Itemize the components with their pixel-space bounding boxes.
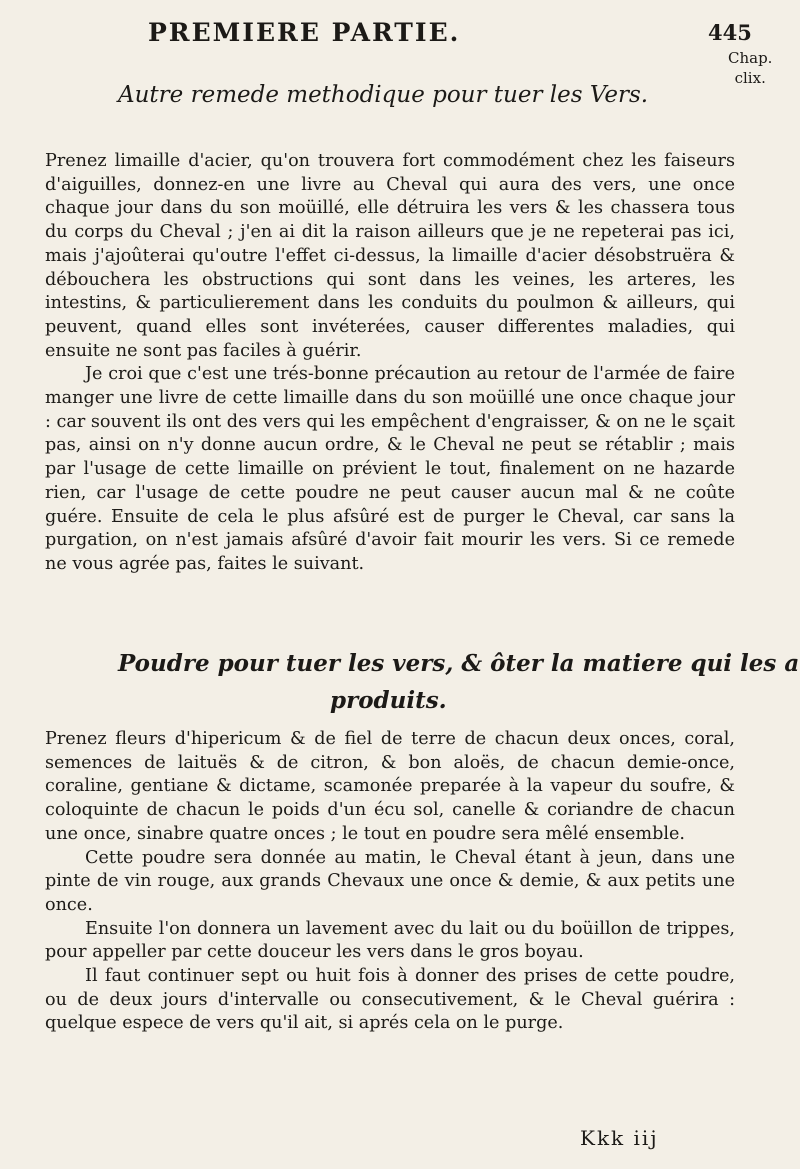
paragraph: Prenez fleurs d'hipericum & de fiel de terre de chacun deux onces, coral, semences de laituës & de citron, & bon aloës, de chacun demie-once, coraline, gentiane & dictame, scamonée preparée à la vapeur du soufre, & coloquinte de chacun le poids d'un écu sol, canelle & coriandre de chacun une once, sinabre quatre onces ; le tout en poudre sera mêlé ensemble. (45, 729, 735, 844)
section-title: Poudre pour tuer les vers, & ôter la matiere qui les a (118, 650, 800, 677)
signature-mark: Kkk iij (580, 1126, 659, 1150)
paragraph: Prenez limaille d'acier, qu'on trouvera fort commodément chez les faiseurs d'aiguilles, donnez-en une livre au Cheval qui aura des vers, une once chaque jour dans du son moüillé, elle détruira les vers & les chassera tous du corps du Cheval ; j'en ai dit la raison ailleurs que je ne repeterai pas ici, mais j'ajoûterai qu'outre l'effet ci-dessus, la limaille d'acier désobstruëra & débouchera les obstructions qui sont dans les veines, les arteres, les intestins, & particulierement dans les conduits du poulmon & ailleurs, qui peuvent, quand elles sont invéterées, causer differentes maladies, qui ensuite ne sont pas faciles à guérir. (45, 151, 735, 361)
chapter-label: Chap. (728, 49, 773, 67)
paragraph: Il faut continuer sept ou huit fois à donner des prises de cette poudre, ou de deux jours d'intervalle ou consecutivement, & le Cheval guérira : quelque espece de vers qu'il ait, si aprés cela on le purge. (45, 966, 735, 1034)
running-head: PREMIERE PARTIE. (148, 18, 461, 47)
section-title: Autre remede methodique pour tuer les Vers. (118, 82, 649, 108)
chapter-marker (728, 48, 772, 88)
chapter-number: clix. (734, 69, 766, 87)
section-body (45, 728, 735, 1036)
page-number: 445 (708, 20, 752, 45)
paragraph: Ensuite l'on donnera un lavement avec du lait ou du boüillon de trippes, pour appeller par cette douceur les vers dans le gros boyau. (45, 918, 735, 963)
paragraph: Je croi que c'est une trés-bonne précaution au retour de l'armée de faire manger une livre de cette limaille dans du son moüillé une once chaque jour : car souvent ils ont des vers qui les empêchent d'engraisser, & on ne le sçait pas, ainsi on n'y donne aucun ordre, & le Cheval ne peut se rétablir ; mais par l'usage de cette limaille on prévient le tout, finalement on ne hazarde rien, car l'usage de cette poudre ne peut causer aucun mal & ne coûte guére. Ensuite de cela le plus afsûré est de purger le Cheval, car sans la purgation, on n'est jamais afsûré d'avoir fait mourir les vers. Si ce remede ne vous agrée pas, faites le suivant. (45, 364, 735, 574)
paragraph: Cette poudre sera donnée au matin, le Cheval étant à jeun, dans une pinte de vin rouge, aux grands Chevaux une once & demie, & aux petits une once. (45, 847, 735, 915)
section-title-continued: produits. (330, 687, 447, 714)
section-body (45, 150, 735, 577)
